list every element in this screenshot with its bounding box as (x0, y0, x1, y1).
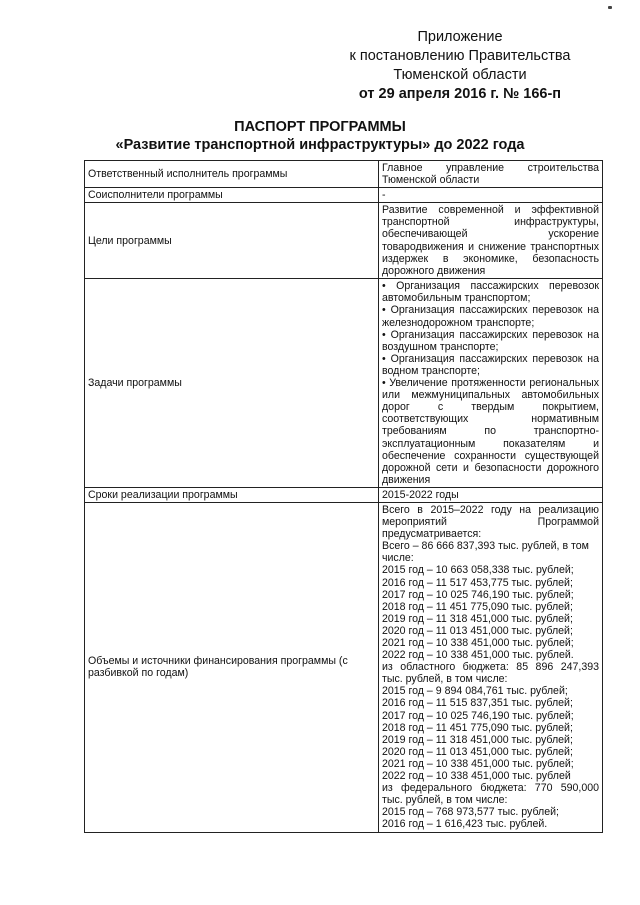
passport-table (84, 160, 603, 833)
row-label: Задачи программы (85, 279, 379, 488)
row-value: 2015-2022 годы (379, 487, 603, 502)
list-item: 2021 год – 10 338 451,000 тыс. рублей; (382, 637, 574, 649)
appendix-line: Тюменской области (393, 67, 527, 83)
list-item: 2018 год – 11 451 775,090 тыс. рублей; (382, 721, 573, 734)
row-label: Ответственный исполнитель программы (85, 161, 379, 188)
list-item: 2015 год – 9 894 084,761 тыс. рублей; (382, 685, 568, 698)
tasks-list (379, 279, 603, 488)
table-row (85, 279, 603, 488)
list-item: 2019 год – 11 318 451,000 тыс. рублей; (382, 612, 573, 625)
list-item: 2015 год – 768 973,577 тыс. рублей; (382, 806, 559, 819)
appendix-date: от 29 апреля 2016 г. № 166-п (358, 86, 562, 102)
list-item: 2022 год – 10 338 451,000 тыс. рублей (382, 770, 571, 783)
row-value: Развитие современной и эффективной транспортной инфраструктуры, обеспечивающей ускорение товародвижения и снижение транспортных издержек в экономике, безопасность дорожного движения (379, 203, 603, 279)
list-item: • Организация пассажирских перевозок автомобильным транспортом; (382, 280, 599, 305)
financing-regional: из областного бюджета: 85 896 247,393 тыс. рублей, в том числе: (382, 661, 599, 686)
list-item: 2021 год – 10 338 451,000 тыс. рублей; (382, 757, 574, 770)
row-label: Цели программы (85, 203, 379, 279)
financing-details (379, 502, 603, 832)
list-item: • Увеличение протяженности региональных или межмуниципальных автомобильных дорог с твердым покрытием, соответствующих нормативным требованиям по транспортно-эксплуатационным показателям и обеспечение сохранности существующей дорожной сети и безопасности дорожного движения (382, 377, 599, 486)
table-row (85, 161, 603, 188)
financing-federal: из федерального бюджета: 770 590,000 тыс. рублей, в том числе: (382, 782, 599, 807)
list-item: 2016 год – 1 616,423 тыс. рублей. (382, 818, 548, 831)
row-value: - (379, 188, 603, 203)
list-item: 2020 год – 11 013 451,000 тыс. рублей; (382, 624, 573, 637)
appendix-line: Приложение (417, 29, 503, 45)
row-label: Соисполнители программы (85, 188, 379, 203)
list-item: • Организация пассажирских перевозок на воздушном транспорте; (382, 328, 599, 353)
list-item: 2020 год – 11 013 451,000 тыс. рублей; (382, 745, 573, 758)
list-item: 2018 год – 11 451 775,090 тыс. рублей; (382, 600, 573, 613)
list-item: 2015 год – 10 663 058,338 тыс. рублей; (382, 564, 574, 577)
list-item: 2016 год – 11 515 837,351 тыс. рублей; (382, 697, 573, 710)
list-item: 2022 год – 10 338 451,000 тыс. рублей. (382, 649, 574, 662)
table-row (85, 188, 603, 203)
financing-total: Всего – 86 666 837,393 тыс. рублей, в том числе: (382, 540, 589, 565)
row-value: Главное управление строительства Тюменской области (379, 161, 603, 188)
list-item: 2016 год – 11 517 453,775 тыс. рублей; (382, 576, 573, 589)
appendix-line: к постановлению Правительства (349, 48, 571, 64)
table-row (85, 502, 603, 832)
scan-speck (608, 6, 612, 9)
appendix-header (320, 28, 600, 104)
document-title (0, 118, 640, 154)
table-row (85, 203, 603, 279)
list-item: 2019 год – 11 318 451,000 тыс. рублей; (382, 733, 573, 746)
financing-intro: Всего в 2015–2022 году на реализацию мероприятий Программой предусматривается: (382, 503, 599, 541)
list-item: 2017 год – 10 025 746,190 тыс. рублей; (382, 709, 574, 722)
row-label: Сроки реализации программы (85, 487, 379, 502)
title-line: «Развитие транспортной инфраструктуры» до 2022 года (115, 137, 525, 153)
list-item: • Организация пассажирских перевозок на водном транспорте; (382, 352, 599, 377)
list-item: • Организация пассажирских перевозок на железнодорожном транспорте; (382, 304, 599, 329)
row-label: Объемы и источники финансирования программы (с разбивкой по годам) (85, 502, 379, 832)
table-row (85, 487, 603, 502)
list-item: 2017 год – 10 025 746,190 тыс. рублей; (382, 588, 574, 601)
title-line: ПАСПОРТ ПРОГРАММЫ (234, 119, 406, 135)
